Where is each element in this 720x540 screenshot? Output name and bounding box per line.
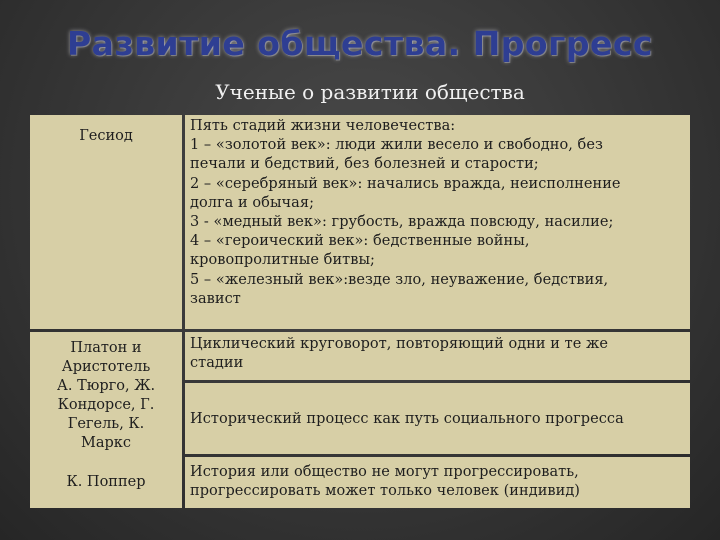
scholars-table <box>30 115 690 508</box>
cell-line: История или общество не могут прогрессировать, <box>190 464 579 480</box>
cell-line: печали и бедствий, без болезней и старости; <box>190 156 539 173</box>
cell-line: Пять стадий жизни человечества: <box>190 118 456 134</box>
cell-line: стадии <box>190 355 244 372</box>
table-cell-scholar <box>30 115 182 329</box>
cell-line: прогрессировать может только человек (индивид) <box>190 483 581 500</box>
cell-line: завист <box>190 290 241 307</box>
cell-line: Кондорсе, Г. <box>57 397 155 413</box>
cell-line: Аристотель <box>61 359 151 375</box>
cell-line: А. Тюрго, Ж. <box>56 378 156 394</box>
cell-line: 2 – «серебряный век»: начались вражда, неисполнение <box>190 175 621 192</box>
cell-line: К. Поппер <box>66 474 146 490</box>
cell-line: долга и обычая; <box>190 194 315 211</box>
cell-line: Маркс <box>81 435 131 451</box>
cell-line: Циклический круговорот, повторяющий одни и те же <box>190 336 609 352</box>
slide-subtitle: Ученые о развитии общества <box>215 80 525 104</box>
table-cell-theory <box>185 457 690 508</box>
cell-line: Гегель, К. <box>67 416 145 432</box>
cell-line: Гесиод <box>79 128 133 144</box>
cell-line: 4 – «героический век»: бедственные войны, <box>190 233 530 250</box>
cell-line: Исторический процесс как путь социального прогресса <box>190 411 624 427</box>
cell-line: Платон и <box>70 340 142 356</box>
table-cell-theory <box>185 115 690 329</box>
cell-line: 5 – «железный век»:везде зло, неуважение, бедствия, <box>190 271 609 288</box>
table-cell-scholar <box>30 332 182 457</box>
cell-line: 3 - «медный век»: грубость, вражда повсюду, насилие; <box>190 214 614 231</box>
cell-line: кровопролитные битвы; <box>190 252 375 269</box>
table-cell-theory <box>185 383 690 454</box>
table-cell-scholar <box>30 457 182 508</box>
table-cell-theory <box>185 332 690 380</box>
cell-line: 1 – «золотой век»: люди жили весело и свободно, без <box>190 137 603 154</box>
slide-title: Развитие общества. Прогресс <box>67 24 653 63</box>
